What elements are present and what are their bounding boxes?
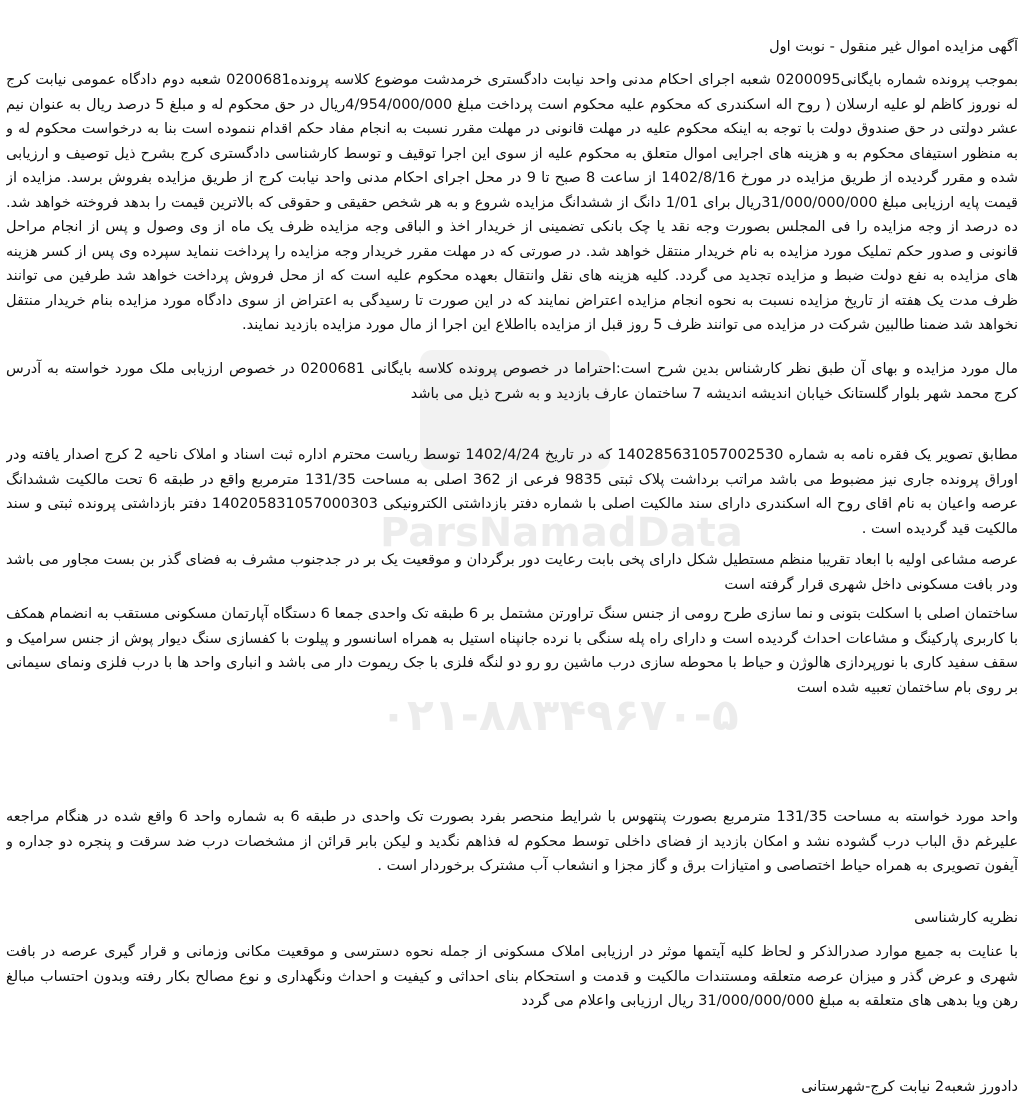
notice-title: آگهی مزایده اموال غیر منقول - نوبت اول <box>769 39 1018 55</box>
notice-paragraph-building: ساختمان اصلی با اسکلت بتونی و نما سازی طرح رومی از جنس سنگ تراورتن مشتمل بر 6 طبقه تک واحدی جمعا 6 دستگاه آپارتمان مسکونی مستقب به انضمام همکف با کاربری پارکینگ و مشاعات احداث گردیده است و دارای راه پله سنگی با نرده جانپناه استیل به همراه اسانسور و پیلوت با کفسازی سنگ دیوار پوش از جنس سرامیک و سقف سفید کاری با نورپردازی هالوژن و حیاط با محوطه سازی درب ماشین رو رو دو لنگه فلزی با جک ریموت دار می باشد و انباری واحد ها با درب فلزی ونمای سیمانی بر روی بام ساختمان تعبیه شده است <box>6 606 1018 696</box>
notice-paragraph-land: عرصه مشاعی اولیه با ابعاد تقریبا منظم مستطیل شکل دارای پخی بابت رعایت دور برگردان و موقعیت یک بر در جدجنوب مشرف به فضای گذر بن بست مجاور می باشد ودر بافت مسکونی داخل شهری قرار گرفته است <box>6 552 1018 593</box>
watermark-brand: ParsNamadData <box>380 510 743 556</box>
notice-paragraph-execution: بموجب پرونده شماره بایگانی0200095 شعبه اجرای احکام مدنی واحد نیابت دادگستری خرمدشت موضوع کلاسه پرونده0200681 شعبه دوم دادگاه عمومی نیابت کرج له نوروز کاظم لو علیه ارسلان ( روح اله اسکندری که محکوم علیه محکوم است پرداخت مبلغ 4/954/000/000ریال در حق محکوم له و مبلغ 5 درصد ریال به عنوان نیم عشر دولتی در حق صندوق دولت با توجه به اینکه محکوم علیه در مهلت قانونی در مهلت مقرر نسبت به انجام مفاد حکم اقدام ننموده است بنا به درخواست محکوم له و به منظور استیفای محکوم به و هزینه های اجرایی اموال متعلق به محکوم علیه از سوی این اجرا توقیف و توسط کارشناسی دادگستری کرج بشرح ذیل توصیف و ارزیابی شده و مقرر گردیده از طریق مزایده در مورخ 1402/8/16 از ساعت 8 صبح تا 9 در محل اجرای احکام مدنی واحد نیابت کرج از طریق مزایده بفروش برسد. مزایده از قیمت پایه ارزیابی مبلغ 31/000/000/000ریال برای 1/01 دانگ از ششدانگ مزایده شروع و به هر شخص حقیقی و حقوقی که بالاترین قیمت را بدهد فروخته خواهد شد. ده درصد از وجه مزایده را فی المجلس بصورت وجه نقد یا چک بانکی تضمینی از خریدار اخذ و الباقی وجه مزایده ظرف یک ماه از وی وصول و پس از انجام مراحل قانونی و صدور حکم تملیک مورد مزایده به نام خریدار منتقل خواهد شد. در صورتی که در مهلت مقرر خریدار وجه مزایده را پرداخت ننماید سپرده وی پس از کسر هزینه های مزایده به نفع دولت ضبط و مزایده تجدید می گردد. کلیه هزینه های نقل وانتقال بعهده محکوم علیه است که از محل فروش پرداخت خواهد شد طرفین می توانند ظرف مدت یک هفته از تاریخ مزایده نسبت به نحوه انجام مزایده اعتراض نمایند که در این صورت تا رسیدگی به اعتراض از سوی دادگاه مورد مزایده بنام خریدار منتقل نخواهد شد ضمنا طالبین شرکت در مزایده می توانند ظرف 5 روز قبل از مزایده بااطلاع این اجرا از مال مورد مزایده بازدید نمایند. <box>6 72 1018 333</box>
notice-paragraph-registration: مطابق تصویر یک فقره نامه به شماره 140285631057002530 که در تاریخ 1402/4/24 توسط ریاست محترم اداره ثبت اسناد و املاک ناحیه 2 کرج اصدار یافته ودر اوراق پرونده جاری نیز مضبوط می باشد مراتب برداشت پلاک ثبتی 9835 فرعی از 362 اصلی به مساحت 131/35 مترمربع واقع در طبقه 6 تحت مالکیت ششدانگ عرصه واعیان به نام اقای روح اله اسکندری دارای سند مالکیت اصلی با شماره دفتر بازداشتی الکترونیکی 140205831057000303 دفتر بازداشتی پرونده ثبتی و سند مالکیت قید گردیده است . <box>6 447 1018 537</box>
signature: دادورز شعبه2 نیابت کرج-شهرستانی <box>801 1079 1018 1095</box>
watermark-phone: ۰۲۱-۸۸۳۴۹۶۷۰-۵ <box>380 690 739 741</box>
auction-notice-document <box>6 0 1018 1114</box>
notice-paragraph-unit: واحد مورد خواسته به مساحت 131/35 مترمربع بصورت پنتهوس با شرایط منحصر بفرد بصورت تک واحدی در طبقه 6 به شماره واحد 6 واقع شده در هنگام مراجعه علیرغم دق الباب درب گشوده نشد و امکان بازدید از فضای داخلی توسط محکوم له فذاهم نگدید و لیکن بابر قرائن از مشخصات درب ضد سرقت و پنجره دو جداره و آیفون تصویری به همراه حیاط اختصاصی و امتیازات برق و گاز مجزا و انشعاب آب مشترک برخوردار است . <box>6 809 1018 874</box>
notice-paragraph-property-intro: مال مورد مزایده و بهای آن طبق نظر کارشناس بدین شرح است:احتراما در خصوص پرونده کلاسه بایگانی 0200681 در خصوص ارزیابی ملک مورد خواسته به آدرس کرج محمد شهر بلوار گلستانک خیابان اندیشه اندیشه 7 ساختمان عارف بازدید و به شرح ذیل می باشد <box>6 361 1018 402</box>
expert-opinion-heading: نظریه کارشناسی <box>914 910 1018 926</box>
notice-paragraph-expert-opinion: با عنایت به جمیع موارد صدرالذکر و لحاظ کلیه آیتمها موثر در ارزیابی املاک مسکونی از جمله نحوه دسترسی و موقعیت مکانی وزمانی و قرار گیری عرصه در بافت شهری و عرض گذر و میزان عرصه متعلقه ومستندات مالکیت و قدمت و استحکام بنای احداثی و کیفیت و احداث ونگهداری و نوع مصالح بکار رفته وبدون احتساب مبالغ رهن ویا بدهی های متعلقه به مبلغ 31/000/000/000 ریال ارزیابی واعلام می گردد <box>6 944 1018 1009</box>
